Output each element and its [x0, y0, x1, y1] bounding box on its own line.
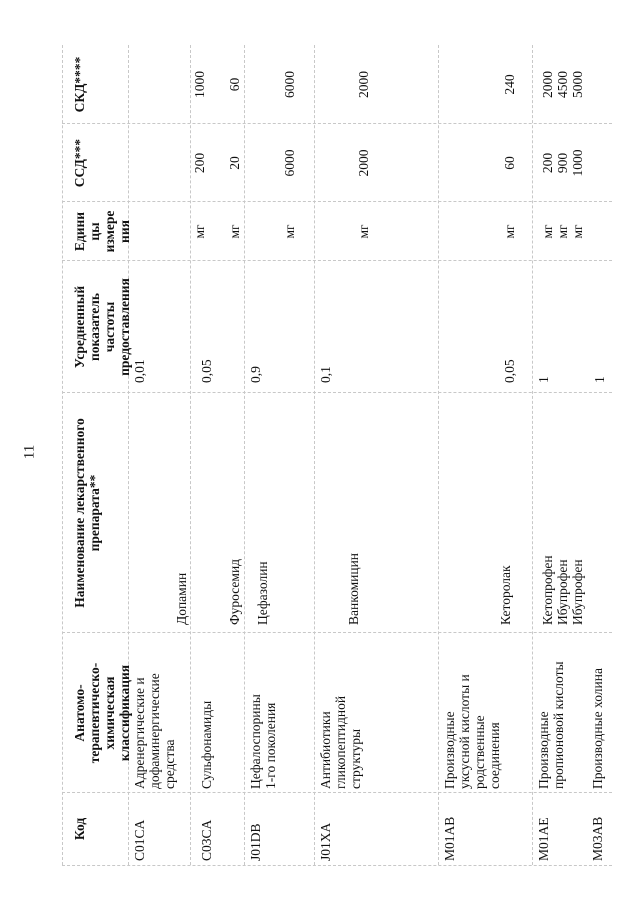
page-number: 11 — [21, 444, 38, 460]
cell-code: M01AB — [442, 816, 457, 861]
cell-frequency: 0,1 — [318, 366, 333, 383]
cell-frequency: 0,05 — [199, 359, 214, 383]
header-units: Едини цы измере ния — [72, 210, 132, 253]
cell-code: J01XA — [318, 822, 333, 861]
cell-unit: мг — [282, 224, 297, 239]
cell-skd: 2000 4500 5000 — [540, 71, 585, 98]
cell-classification: Цефалоспорины 1-го поколения — [248, 694, 278, 789]
cell-classification: Антибиотики гликопептидной структуры — [318, 695, 363, 789]
table-border — [190, 45, 191, 865]
cell-unit: мг — [502, 224, 517, 239]
cell-frequency: 0,01 — [132, 359, 147, 383]
cell-skd: 60 — [227, 77, 242, 92]
cell-ssd: 60 — [502, 156, 517, 170]
cell-frequency: 1 — [536, 376, 551, 383]
cell-drug-name: Цефазолин — [255, 561, 270, 625]
cell-drug-name: Кетопрофен Ибупрофен Ибупрофен — [540, 555, 585, 625]
cell-ssd: 20 — [227, 156, 242, 170]
header-classification: Анатомо- терапевтическо- химическая классификация — [72, 662, 132, 764]
table-border — [532, 45, 533, 865]
header-ssd: ССД*** — [72, 138, 87, 188]
cell-drug-name: Фуросемид — [227, 558, 242, 625]
cell-ssd: 6000 — [282, 149, 297, 177]
table-border — [438, 45, 439, 865]
table-border — [244, 45, 245, 865]
cell-classification: Сульфонамиды — [199, 700, 214, 789]
cell-ssd: 2000 — [356, 149, 371, 177]
cell-skd: 2000 — [356, 71, 371, 98]
header-skd: СКД**** — [72, 56, 87, 113]
cell-classification: Производные пропионовой кислоты — [536, 661, 566, 789]
table-border — [314, 45, 315, 865]
table-border — [62, 792, 612, 793]
cell-frequency: 1 — [592, 376, 607, 383]
cell-unit: мг мг мг — [540, 224, 585, 239]
cell-code: M01AE — [536, 817, 551, 861]
cell-skd: 240 — [502, 74, 517, 95]
cell-unit: мг — [227, 224, 242, 239]
cell-drug-name: Допамин — [174, 572, 189, 625]
cell-skd: 6000 — [282, 71, 297, 98]
header-code: Код — [72, 817, 87, 841]
cell-classification: Производные холина — [590, 668, 605, 789]
table-border — [62, 392, 612, 393]
cell-code: C03CA — [199, 819, 214, 861]
cell-frequency: 0,05 — [502, 359, 517, 383]
table-border — [62, 201, 612, 202]
cell-ssd: 200 — [192, 152, 207, 174]
cell-classification: Производные уксусной кислоты и родственные соединения — [442, 674, 502, 789]
cell-ssd: 200 900 1000 — [540, 149, 585, 177]
header-frequency: Усредненный показатель частоты предоставления — [72, 278, 132, 376]
cell-drug-name: Ванкомицин — [346, 552, 361, 625]
cell-code: C01CA — [132, 819, 147, 861]
cell-unit: мг — [356, 224, 371, 239]
table-border — [62, 123, 612, 124]
cell-frequency: 0,9 — [248, 366, 263, 383]
table-border — [62, 260, 612, 261]
cell-drug-name: Кеторолак — [498, 565, 513, 625]
table-border — [62, 632, 612, 633]
cell-skd: 1000 — [192, 71, 207, 98]
table-border — [62, 865, 612, 866]
cell-classification: Адренергические и дофаминергические средства — [132, 673, 177, 789]
cell-code: J01DB — [248, 823, 263, 861]
cell-code: M03AB — [590, 816, 605, 861]
drug-table — [62, 45, 612, 865]
header-drug-name: Наименование лекарственного препарата** — [72, 418, 102, 608]
table-border — [62, 45, 63, 865]
cell-unit: мг — [192, 224, 207, 239]
